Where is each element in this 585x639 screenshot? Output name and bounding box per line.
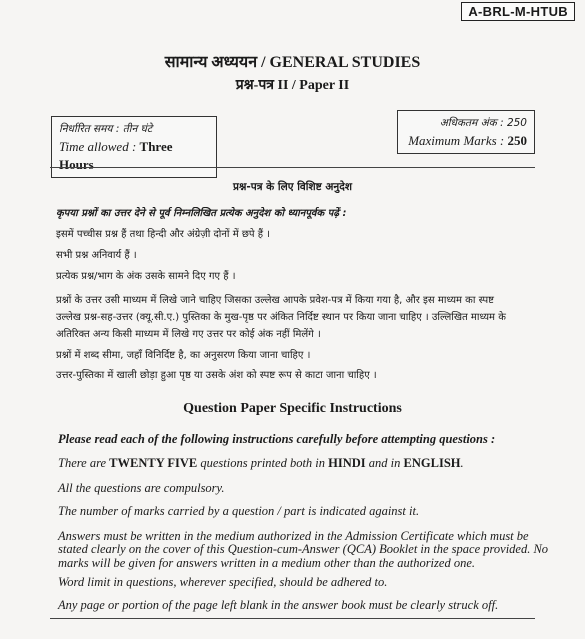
max-marks-box <box>397 110 535 154</box>
hindi-instructions-heading: प्रश्न-पत्र के लिए विशिष्ट अनुदेश <box>233 181 352 193</box>
marks-english <box>405 132 527 150</box>
english-instruction-line: Any page or portion of the page left blank in the answer book must be clearly struck off. <box>58 598 499 612</box>
time-label: Time allowed : <box>59 139 140 154</box>
english-instruction-line: The number of marks carried by a question / part is indicated against it. <box>58 504 420 518</box>
page-title: सामान्य अध्ययन / GENERAL STUDIES <box>164 54 421 71</box>
bottom-divider <box>50 618 535 619</box>
english-instruction-line: stated clearly on the cover of this Question-cum-Answer (QCA) Booklet in the space provided. No <box>58 542 549 556</box>
english-instruction-line: marks will be given for answers written in a medium other than the authorized one. <box>58 556 475 570</box>
time-value: Three Hours <box>59 139 173 172</box>
marks-hindi: अधिकतम अंक : 250 <box>439 117 527 129</box>
qc-mid: questions printed both in <box>197 456 329 470</box>
time-allowed-box <box>51 116 217 178</box>
hindi-instruction-line: उत्तर-पुस्तिका में खाली छोड़ा हुआ पृष्ठ या उसके अंश को स्पष्ट रूप से काटा जाना चाहिए । <box>56 370 377 381</box>
hindi-instruction-line: सभी प्रश्न अनिवार्य हैं । <box>56 250 137 261</box>
english-instruction-line: All the questions are compulsory. <box>58 481 225 495</box>
qc-pre: There are <box>58 456 110 470</box>
hindi-instruction-line: इसमें पच्चीस प्रश्न हैं तथा हिन्दी और अंग्रेज़ी दोनों में छपे हैं । <box>56 229 271 240</box>
time-english <box>59 138 209 174</box>
hindi-instruction-line: प्रश्नों के उत्तर उसी माध्यम में लिखे जाने चाहिए जिसका उल्लेख आपके प्रवेश-पत्र में किया गया है, और इस माध्यम का स्पष्ट <box>56 295 495 306</box>
english-instructions-lead: Please read each of the following instructions carefully before attempting questions : <box>58 432 496 446</box>
english-instruction-line: Answers must be written in the medium authorized in the Admission Certificate which must be <box>58 529 529 543</box>
time-hindi: निर्धारित समय : तीन घंटे <box>59 123 153 135</box>
divider <box>50 167 535 168</box>
english-instruction-line: Word limit in questions, wherever specified, should be adhered to. <box>58 575 388 589</box>
hindi-instruction-line: उल्लेख प्रश्न-सह-उत्तर (क्यू.सी.ए.) पुस्तिका के मुख-पृष्ठ पर अंकित निर्दिष्ट स्थान पर किया जाना चाहिए । उल्लिखित माध्यम के <box>56 312 506 323</box>
paper-subtitle: प्रश्न-पत्र II / Paper II <box>235 78 350 93</box>
marks-label: Maximum Marks : <box>408 133 508 148</box>
qc-hindi: HINDI <box>328 456 366 470</box>
hindi-instruction-line: अतिरिक्त अन्य किसी माध्यम में लिखे गए उत्तर पर कोई अंक नहीं मिलेंगे । <box>56 329 321 340</box>
question-count-line <box>58 456 558 470</box>
qc-end: . <box>460 456 464 470</box>
hindi-instruction-line: प्रश्नों में शब्द सीमा, जहाँ विनिर्दिष्ट है, का अनुसरण किया जाना चाहिए । <box>56 350 311 361</box>
paper-code-badge: A-BRL-M-HTUB <box>461 2 575 21</box>
qc-and: and in <box>365 456 404 470</box>
qc-number: TWENTY FIVE <box>109 456 198 470</box>
hindi-instructions-lead: कृपया प्रश्नों का उत्तर देने से पूर्व निम्नलिखित प्रत्येक अनुदेश को ध्यानपूर्वक पढ़ें : <box>56 208 347 219</box>
marks-value: 250 <box>507 133 527 148</box>
qc-english: ENGLISH <box>403 456 461 470</box>
english-instructions-heading: Question Paper Specific Instructions <box>183 401 402 416</box>
hindi-instruction-line: प्रत्येक प्रश्न/भाग के अंक उसके सामने दिए गए हैं । <box>56 271 236 282</box>
